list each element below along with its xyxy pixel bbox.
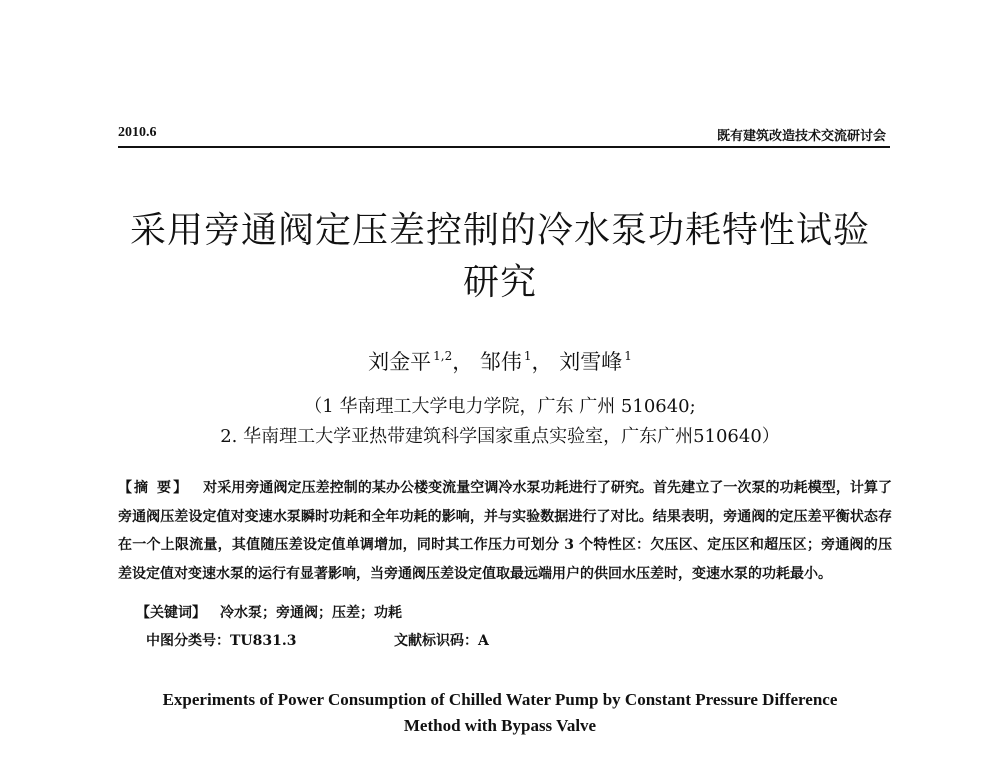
keywords-text: 冷水泵；旁通阀；压差；功耗 bbox=[220, 605, 402, 621]
keywords bbox=[136, 602, 836, 622]
paper-title bbox=[110, 205, 890, 309]
author-3: 刘雪峰 bbox=[559, 350, 623, 374]
author-1-affil: 1,2 bbox=[433, 349, 453, 363]
english-title-line-2: Method with Bypass Valve bbox=[403, 716, 597, 735]
author-2: 邹伟 bbox=[479, 350, 522, 374]
title-line-2: 研究 bbox=[462, 262, 537, 303]
classification-line bbox=[146, 630, 846, 650]
author-3-affil: 1 bbox=[624, 349, 632, 363]
abstract-label: 【摘 要】 bbox=[118, 480, 190, 496]
author-list: 刘金平 $^{1,2}$， 邹伟 $^1$， 刘雪峰 $^1$ bbox=[368, 349, 632, 374]
title-line-1: 采用旁通阀定压差控制的冷水泵功耗特性试验 bbox=[129, 210, 870, 251]
english-title bbox=[110, 687, 890, 739]
english-title-line-1: Experiments of Power Consumption of Chilled Water Pump by Constant Pressure Difference bbox=[162, 690, 838, 709]
document-code: 文献标识码：A bbox=[394, 633, 489, 649]
affiliation-2: 2. 华南理工大学亚热带建筑科学国家重点实验室，广东广州510640） bbox=[220, 426, 780, 447]
clc-number: 中图分类号：TU831.3 bbox=[146, 633, 297, 649]
issue-date: 2010.6 bbox=[118, 125, 157, 140]
abstract bbox=[118, 474, 892, 588]
keywords-label: 【关键词】 bbox=[136, 605, 206, 621]
abstract-text: 对采用旁通阀定压差控制的某办公楼变流量空调冷水泵功耗进行了研究。首先建立了一次泵的功耗模型，计算了旁通阀压差设定值对变速水泵瞬时功耗和全年功耗的影响，并与实验数据进行了对比。结果表明，旁通阀的定压差平衡状态存在一个上限流量，其值随压差设定值单调增加，同时其工作压力可划分 3 个特性区：欠压区、定压区和超压区；旁通阀的压差设定值对变速水泵的运行有显著影响，当旁通阀压差设定值取最远端用户的供回水压差时，变速水泵的功耗最小。 bbox=[118, 480, 892, 582]
journal-name: 既有建筑改造技术交流研讨会 bbox=[716, 129, 886, 144]
author-2-affil: 1 bbox=[523, 349, 532, 363]
author-1: 刘金平 bbox=[368, 350, 432, 374]
running-header bbox=[118, 121, 890, 143]
affiliation-1: （1 华南理工大学电力学院，广东 广州 510640; bbox=[304, 396, 696, 417]
header-rule bbox=[118, 146, 890, 148]
